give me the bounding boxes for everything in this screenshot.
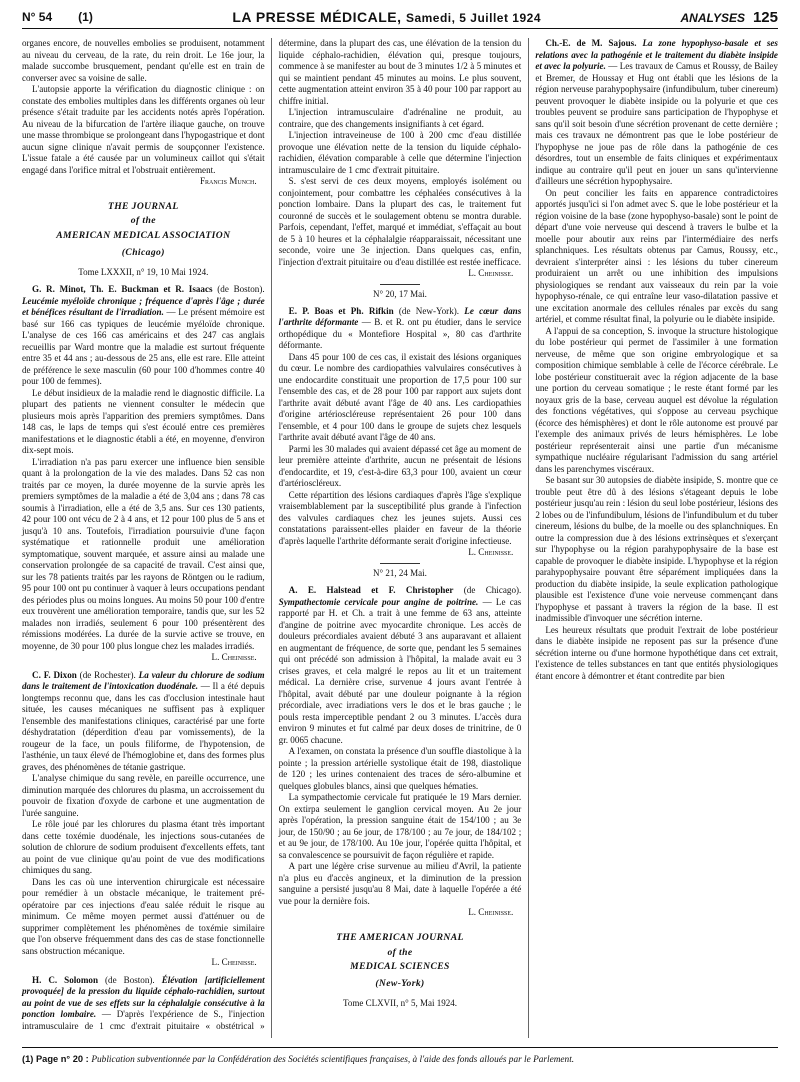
article-columns	[22, 38, 778, 1038]
article-intro: — Il a été depuis longtemps reconnu que, dans les cas d'occlusion intestinale haut située, les causes mécaniques ne suffisent pas à expliquer l'ensemble des manifestations cliniques, caractérisé par une forte déshydratation (déperdition d'eau par vomissements), de la rougeur de la face, un pouls filiforme, de l'hypotension, de l'asthénie, un taux élevé de l'hémoglobine et, dans des formes plus graves, des phénomènes de tétanie gastrique.	[22, 681, 265, 772]
paragraph: Cette répartition des lésions cardiaques d'après l'âge s'explique vraisemblablement par la susceptibilité plus grande à l'infection des valvules cardiaques chez les jeunes sujets. Aussi ces constatations paraissent-elles plaider en faveur de la théorie d'après laquelle l'arthrite déformante serait d'origine infectieuse.	[278, 489, 522, 546]
article-lead	[279, 306, 522, 352]
article-origin: (de Rochester).	[79, 669, 136, 680]
paragraph: Le début insidieux de la maladie rend le diagnostic difficile. La plupart des patients ne viennent consulter le médecin que plusieurs mois après l'apparition des premiers symptômes. Dans 148 cas, le laps de temps qui s'est écoulé entre ces premières manifestations et le diagnostic établi a été, en moyenne, d'environ dix-sept mois.	[22, 387, 265, 456]
header-left	[22, 10, 93, 24]
signature: L. Cheinisse.	[468, 907, 514, 918]
article-authors: G. R. Minot, Th. E. Buckman et R. Isaacs	[32, 284, 213, 295]
article-origin: (de New-York).	[398, 305, 460, 316]
signature: L. Cheinisse.	[211, 957, 257, 968]
article-intro: — Le présent mémoire est basé sur 166 cas typiques de leucémie myéloïde chronique. L'analyse de ces 166 cas américains et des 247 cas anglais recueillis par Ward montre que la maladie est surtout fréquente entre 35 et 44 ans ; au-dessous de 25 ans, elle est rare. Elle atteint de préférence le sexe masculin (60 pour 100 d'hommes contre 40 pour 100 de femmes).	[22, 307, 265, 387]
article	[22, 670, 265, 969]
article	[279, 585, 522, 919]
article-intro: — D'après l'expérience de S., l'injection intramusculaire de 1 cmc d'extrait pituitaire « obstétrical » détermine, dans la plupart des cas, une élévation de la tension du liquide céphalo-rachidien, élévation qui, presque toujours, commence à se manifester au bout de 3 minutes 1/2 à 5 minutes et qui se maintient pendant 45 minutes au moins. Le plus souvent, cette augmentation atteint environ 35 à 40 pour 100 par rapport au chiffre initial.	[22, 38, 522, 1031]
journal-heading-line: of the	[387, 946, 413, 958]
article-title: Leucémie myéloïde chronique ; fréquence d'après l'âge ; durée et bénéfices résultant de l'irradiation.	[22, 295, 265, 318]
paragraph: organes encore, de nouvelles embolies se produisent, notamment au niveau du cerveau, de la rate, du rein droit. Le 16e jour, la malade succombe brusquement, pendant qu'elle est en train de converser avec sa voisine de salle.	[22, 38, 265, 83]
journal-heading-line: of the	[130, 215, 156, 227]
journal-city: (Chicago)	[121, 247, 165, 259]
article-lead	[22, 670, 265, 774]
footnote-text: Publication subventionnée par la Confédération des Sociétés scientifiques françaises, à l'aide des fonds alloués par le Parlement.	[91, 1055, 575, 1065]
paragraph: Dans 45 pour 100 de ces cas, il existait des lésions organiques du cœur. Le nombre des cardiopathies valvulaires consécutives à une endocardite constituait une proportion de 17,5 pour 100 sur l'ensemble des cas, et de 28 pour 100 par rapport aux sujets dont l'arthrite avait débuté avant l'âge de 40 ans. Les cardiopathies d'origine artérioscléreuse représentaient 26 pour 100 dans l'ensemble, et 4 pour 100 dans le groupe de sujets chez lesquels l'arthrite avait débuté avant l'âge de 40 ans.	[278, 351, 522, 443]
issue-number: N° 54	[22, 10, 53, 24]
signature: L. Cheinisse.	[468, 547, 514, 558]
article-lead	[279, 585, 522, 746]
article-origin: (de Boston).	[217, 284, 265, 295]
article-authors: E. P. Boas et Ph. Rifkin	[288, 305, 394, 316]
paragraph: Le rôle joué par les chlorures du plasma étant très important dans cette toxémie duodénale, les injections sous-cutanées de solution de chlorure de sodium produisent d'excellents effets, tant au point de vue clinique qu'au point de vue des modifications chimiques du sang.	[22, 819, 265, 876]
section-name: ANALYSES	[680, 10, 745, 25]
footnote-label: (1) Page n° 20 :	[22, 1054, 89, 1064]
paragraph: L'irradiation n'a pas paru exercer une influence bien sensible quant à la prolongation de la vie des malades. Dans 52 cas non traités par ce moyen, la durée moyenne de la survie après les premiers symptômes de la maladie a été de 3,04 ans ; dans 78 cas soumis à l'irradiation, elle a été de 3,5 ans. Sur ces 130 patients, 42 pour 100 ont vécu de 2 à 4 ans, et 12 pour 100 plus de 5 ans et jusqu'à 10 ans. Toutefois, l'irradiation poursuivie d'une façon systématique et rationnelle produit une amélioration symptomatique, souvent marquée, et assure ainsi au malade une conservation prolongée de sa capacité de travail. C'est ainsi que, sur les 78 patients traités par les rayons de Röntgen ou le radium, 95 pour 100 ont pu continuer à vaquer à leurs occupations pendant des périodes plus ou moins longues. Au moins 50 pour 100 d'entre eux trouvèrent une amélioration temporaire, tandis que, sur les 52 malades non irradiés, seulement 6 pour 100 présentèrent des rémissions modérées. La durée de la survie active se trouve, en moyenne, de 30 pour 100 plus longue chez les malades irradiés.	[22, 456, 265, 651]
footnote-reference: (1)	[78, 10, 93, 24]
volume-line: Tome CLXVII, n° 5, Mai 1924.	[343, 998, 457, 1009]
divider	[380, 284, 420, 285]
paragraph: A l'appui de sa conception, S. invoque la structure histologique du lobe postérieur qui permet de l'assimiler à une formation nerveuse, de même que son origine embryologique et sa composition chimique semblable à celle de l'écorce cérébrale. Le lobe postérieur constituerait avec la région adjacente de la base une portion du cerveau somatique ; le reste étant formé par les noyaux gris de la base, cerveau auquel est dévolue la régulation des fonctions végétatives, qui s'oppose au cerveau psychique (écorce des hémisphères) et dont le rôle autonome est prouvé par l'exemple des animaux privés de leurs hémisphères. Le lobe postérieur représenterait ainsi une partie d'un mécanisme sympathique nucléaire régularisant l'admission du sang artériel dans les parenchymes viscéraux.	[535, 325, 778, 474]
paragraph: Les heureux résultats que produit l'extrait de lobe postérieur dans le diabète insipide ne reposent pas sur la présence d'une sécrétion interne ou d'une hormone hypothétique dans cet extrait, l'existence de telles substances en tant que entités physiologiques étant encore à démontrer et étant contredite par bien	[535, 624, 778, 681]
article-title: La zone hypophyso-basale et ses relations avec la pathogénie et le traitement du diabète insipide et avec la polyurie.	[535, 38, 778, 71]
paragraph: L'autopsie apporte la vérification du diagnostic clinique : on constate des embolies multiples dans les différents organes où leur présence s'était traduite par les accidents notés après l'opération. Au niveau de la bifurcation de l'artère iliaque gauche, on trouve une masse thrombique se prolongeant dans l'hypogastrique et dont aucun signe clinique n'avait permis de soupçonner l'existence. L'issue fatale a été causée par un volumineux caillot qui s'était engagé dans l'orifice mitral et l'obstruait entièrement.	[22, 84, 265, 175]
page-number: 125	[752, 8, 778, 26]
journal-heading-line: AMERICAN MEDICAL ASSOCIATION	[56, 230, 231, 242]
paragraph: Dans les cas où une intervention chirurgicale est nécessaire pour remédier à un obstacle mécanique, le traitement pré-opératoire par ces injections d'eau salée réduit le risque au minimum. Ce même moyen permet aussi d'atténuer ou de supprimer complètement les phénomènes de toxémie similaire que l'on observe fréquemment dans des cas de stase fonctionnelle sans obstruction mécanique.	[22, 876, 265, 956]
article-origin: (de Boston).	[105, 974, 155, 985]
journal-title	[232, 9, 541, 25]
signature: L. Cheinisse.	[211, 652, 257, 663]
divider	[380, 563, 420, 564]
paragraph: La sympathectomie cervicale fut pratiquée le 19 Mars dernier. On extirpa seulement le ganglion cervical moyen. Au 2e jour après l'opération, la pression sanguine était de 154/100 ; au 3e jour, de 150/90 ; au 6e jour, de 178/100 ; au 7e jour, de 184/102 ; et au 9e jour, de 178/100. Au 10e jour, l'opérée quitta l'hôpital, et sa convalescence se poursuivit de façon régulière et rapide.	[278, 792, 522, 860]
header-right	[681, 9, 778, 26]
page-footnote	[22, 1047, 778, 1065]
paragraph: A l'examen, on constata la présence d'un souffle diastolique à la pointe ; la pression artérielle systolique était de 198, diastolique de 120 ; les urines contenaient des traces de séro-albumine et quelques globules blancs, ainsi que quelques hématies.	[278, 746, 522, 791]
article-title: Le cœur dans l'arthrite déformante	[278, 305, 522, 328]
article-lead	[22, 284, 265, 388]
article-intro: — Les travaux de Camus et Roussy, de Bailey et Bremer, de Houssay et Hug ont établi que les lésions de la région nerveuse parahypophysaire (infundibulum, tuber cinereum) peuvent provoquer le diabète insipide ou la polyurie et que ces troubles peuvent se produire sans participation de l'hypophyse et sans qu'il soit besoin d'une sécrétion provenant de cette dernière ; mais ces travaux ne démontrent pas que le lobe postérieur de l'hypophyse ne joue pas de rôle dans la pathogénie de ces désordres, tout un ensemble de faits cliniques et expérimentaux indique au contraire qu'il peut en jouer un sans qu'intervienne d'ailleurs une sécrétion hypophysaire.	[535, 61, 778, 186]
article-origin: (de Chicago).	[463, 585, 522, 596]
article-title: Élévation [artificiellement provoquée] de la pression du liquide céphalo-rachidien, surtout au point de vue de ses effets sur la céphalalgie consécutive à la ponction lombaire.	[22, 974, 265, 1020]
article	[22, 284, 265, 664]
journal-name: LA PRESSE MÉDICALE,	[232, 9, 402, 25]
journal-heading	[22, 200, 265, 261]
article	[535, 38, 778, 682]
issue-line: N° 21, 24 Mai.	[373, 567, 427, 578]
journal-heading-line: THE AMERICAN JOURNAL	[336, 931, 464, 943]
article-intro: — B. et R. ont pu étudier, dans le service orthopédique du « Montefiore Hospital », 80 cas d'arthrite déformante.	[278, 317, 522, 351]
signature: Francis Munch.	[199, 176, 257, 186]
issue-line: N° 20, 17 Mai.	[373, 288, 427, 299]
signature: L. Cheinisse.	[468, 268, 514, 278]
article-intro: — Le cas rapporté par H. et Ch. a trait à une femme de 63 ans, atteinte d'angine de poitrine avec myocardite chronique. Les accès de douleurs précordiales avaient débuté 3 ans auparavant et allaient en augmentant de fréquence, de sorte que, pendant les 5 semaines qui ont précédé son admission à l'hôpital, la malade avait eu 3 crises graves, et cela malgré le repos au lit et un traitement médical. La dernière crise, survenue 4 jours avant l'entrée à l'hôpital, avait débuté par une douleur poignante à la région précordiale, avec irradiations vers le dos et le bras gauche ; le pouls resta imperceptible pendant 2 ou 3 minutes. L'accès dura environ 9 minutes et fut calmé par deux doses de trinitrine, de 0 gr. 0065 chacune.	[278, 596, 522, 745]
paragraph: On peut concilier les faits en apparence contradictoires apportés jusqu'ici si l'on admet avec S. que le lobe postérieur et la région voisine de la base (zone hypophyso-basale) sont le point de départ d'une voie nerveuse qui descend à travers le bulbe et la moelle pour aboutir aux reins par l'intermédiaire des nerfs splanchniques. Les résultats obtenus par Camus, Roussy, etc., devraient s'interpréter ainsi : les lésions du tuber cinereum produiraient un arrêt ou une inhibition des impulsions physiologiques se rendant aux vaisseaux du rein par la voie hypophyso-rénale, ce qui entraîne leur vaso-dilatation passive et une excitation anormale des cellules rénales par excès du sang artériel, et comme résultat final, la polyurie ou le diabète insipide.	[535, 187, 778, 324]
journal-city: (New-York)	[375, 978, 425, 990]
article-title: La valeur du chlorure de sodium dans le traitement de l'intoxication duodénale.	[22, 669, 265, 692]
paragraph: Se basant sur 30 autopsies de diabète insipide, S. montre que ce trouble peut être dû à des lésions s'étageant depuis le lobe postérieur jusqu'au rein : lésion du seul lobe postérieur, lésions des 2 lobes ou de l'infundibulum, lésions de l'infundibulum et du tuber cinereum, lésions du bulbe, de la moelle ou des splanchniques. En outre la compression due à des lésions extrinsèques et s'exerçant sur l'hypophyse ou la région parahypophysaire de la base est capable de provoquer le diabète insipide. L'hypophyse et la région parahypophysaire pouvant être séparément impliquées dans la production du diabète insipide, la seule explication pathologique plausible est l'existence d'une voie nerveuse commençant dans l'hypophyse et passant à travers la région de la base. Il est inadmissible d'invoquer une sécrétion interne.	[535, 475, 778, 623]
page-header	[22, 6, 778, 29]
paragraph: A part une légère crise survenue au milieu d'Avril, la patiente n'a plus eu d'accès angineux, et la diminution de la pression sanguine a persisté jusqu'au 8 Mai, date à laquelle l'opérée a été vue pour la dernière fois.	[278, 861, 522, 906]
article-authors: A. E. Halstead et F. Christopher	[288, 585, 454, 596]
issue-date: Samedi, 5 Juillet 1924	[405, 11, 542, 25]
article-lead	[535, 38, 778, 188]
paragraph: Parmi les 30 malades qui avaient dépassé cet âge au moment de leur première atteinte d'arthrite, aucun ne présentait de lésions d'endocardite, et 19, c'est-à-dire 63,3 pour 100, avaient un cœur d'artérioscléreux.	[278, 443, 522, 489]
paragraph: L'injection intramusculaire d'adrénaline ne produit, au contraire, que des changements insignifiants à cet égard.	[278, 107, 522, 129]
journal-heading-line: THE JOURNAL	[107, 200, 179, 212]
article	[279, 306, 522, 559]
paragraph: L'analyse chimique du sang revèle, en pareille occurrence, une diminution marquée des chlorures du plasma, un accroissement du pouvoir de fixation d'oxyde de carbone et une augmentation de l'urée sanguine.	[22, 773, 265, 818]
paragraph: S. s'est servi de ces deux moyens, employés isolément ou conjointement, pour combattre les céphalées consécutives à la ponction lombaire. Dans la plupart des cas, le traitement fut couronné de succès et le soulagement obtenu se montra durable. Parfois, cependant, l'effet, marqué et immédiat, s'effaçait au bout de 5 à 10 heures et la céphalalgie réapparaissait, nécessitant une seconde, voire une 3e injection. Dans quelques cas, enfin, l'injection d'extrait pituitaire ou d'eau distillée est restée inefficace.	[278, 176, 522, 267]
paragraph: L'injection intraveineuse de 100 à 200 cmc d'eau distillée provoque une élévation nette de la tension du liquide céphalo-rachidien, élévation comparable à celle que détermine l'injection intramusculaire de 1 cmc d'extrait pituitaire.	[278, 130, 522, 175]
article-title: Sympathectomie cervicale pour angine de poitrine.	[278, 596, 479, 607]
journal-heading-line: MEDICAL SCIENCES	[350, 961, 450, 973]
article-authors: C. F. Dixon	[32, 669, 77, 680]
journal-heading	[279, 931, 522, 992]
volume-line: Tome LXXXII, n° 19, 10 Mai 1924.	[78, 266, 209, 277]
article-authors: H. C. Solomon	[32, 974, 99, 985]
article-authors: Ch.-E. de M. Sajous.	[545, 38, 637, 48]
